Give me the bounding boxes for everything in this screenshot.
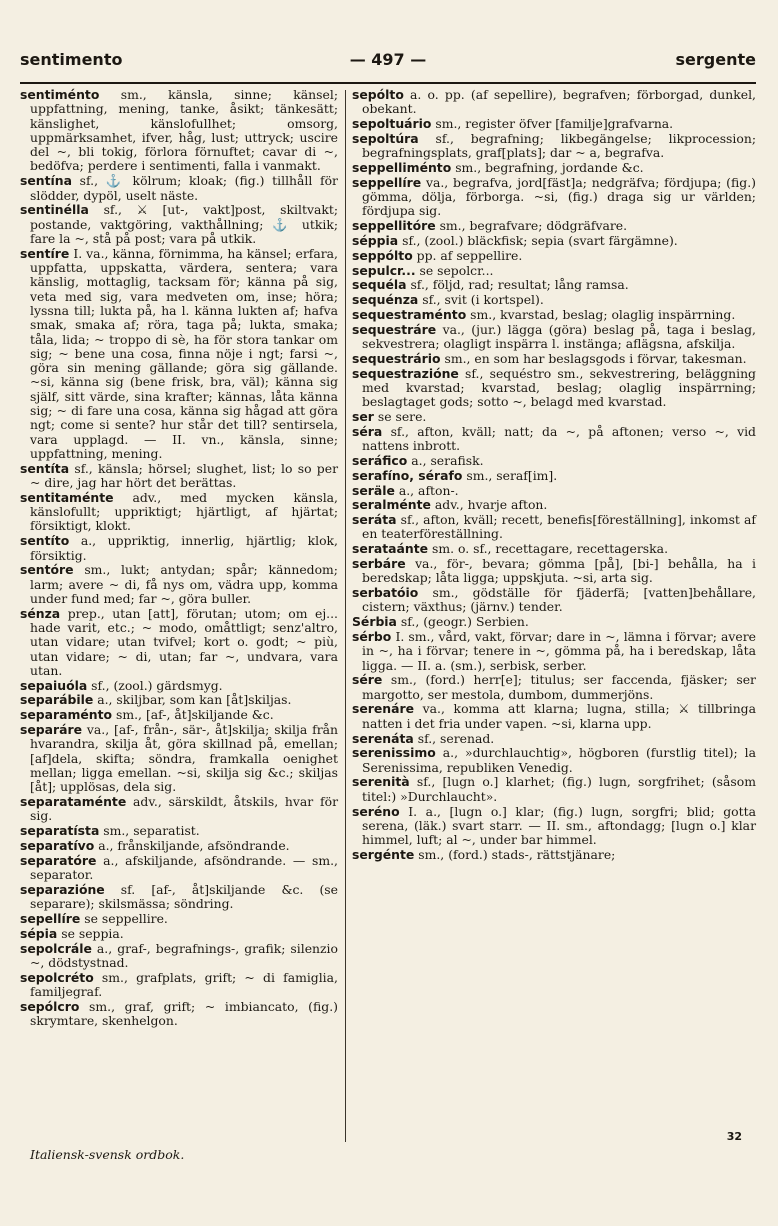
entry-definition: va., komma att klarna; lugna, stilla; ⚔ tillbringa natten i det fria under vapen. ~si, klarna upp.: [362, 701, 756, 731]
entry-definition: va., begrafva, jord[fäst]a; nedgräfva; fördjupa; (fig.) gömma, dölja, förborga. ~si, (fig.) draga sig ur världen; fördjupa sig.: [362, 174, 756, 219]
dictionary-entry: [352, 132, 756, 161]
dictionary-entry: [352, 88, 756, 117]
dictionary-entry: [20, 247, 338, 461]
dictionary-entry: [352, 308, 756, 322]
dictionary-entry: [352, 323, 756, 352]
entry-headword: seppellitóre: [352, 218, 436, 234]
entry-definition: sm., graf, grift; ~ imbiancato, (fig.) skrymtare, skenhelgon.: [30, 998, 338, 1028]
dictionary-entry: [352, 673, 756, 702]
dictionary-entry: [20, 795, 338, 824]
entry-headword: sentíto: [20, 533, 70, 549]
entry-definition: se seppia.: [61, 925, 124, 941]
entry-definition: sf., ⚔ [ut-, vakt]post, skiltvakt; postande, vaktgöring, vakthållning; ⚓ utkik; fare la ~, stå på post; vara på utkik.: [30, 202, 338, 246]
dictionary-entry: [352, 630, 756, 673]
entry-headword: seräle: [352, 482, 395, 498]
entry-definition: sf., ⚓ kölrum; kloak; (fig.) tillhåll för slödder, dypöl, uselt näste.: [30, 173, 338, 203]
entry-definition: adv., hvarje afton.: [434, 497, 548, 513]
entry-definition: sf., afton, kväll; natt; da ~, på aftonen; verso ~, vid nattens inbrott.: [362, 423, 756, 454]
dictionary-entry: [352, 117, 756, 131]
entry-definition: a., serafisk.: [411, 452, 484, 468]
entry-definition: sm., register öfver [familje]grafvarna.: [435, 116, 674, 132]
dictionary-entry: [20, 883, 338, 912]
dictionary-entry: [20, 88, 338, 174]
dictionary-entry: [20, 839, 338, 853]
entry-headword: séppia: [352, 232, 399, 248]
dictionary-entry: [352, 586, 756, 615]
dictionary-entry: [352, 352, 756, 366]
entry-definition: sm., kvarstad, beslag; olaglig inspärrning.: [470, 306, 736, 322]
entry-headword: seralménte: [352, 497, 431, 513]
entry-definition: sf., serenad.: [417, 730, 495, 746]
entry-headword: sentiménto: [20, 87, 100, 102]
dictionary-entry: [352, 293, 756, 307]
entry-headword: serataánte: [352, 541, 429, 557]
entry-headword: sepulcr...: [352, 262, 416, 278]
header-rule: [20, 82, 756, 84]
entry-definition: a., uppriktig, innerlig, hjärtlig; klok, försiktig.: [30, 533, 338, 563]
dictionary-entry: [20, 462, 338, 491]
entry-definition: sf., begrafning; likbegängelse; likprocession; begrafningsplats, graf[plats]; dar ~ a, begrafva.: [362, 130, 756, 161]
entry-headword: seppelliménto: [352, 159, 452, 175]
entry-headword: separáre: [20, 722, 82, 738]
entry-definition: a., »durchlauchtig», högboren (furstlig titel); la Serenissima, republiken Venedig.: [362, 745, 756, 775]
entry-headword: sentíre: [20, 245, 70, 261]
entry-definition: a., frånskiljande, afsöndrande.: [98, 837, 290, 853]
entry-headword: sentína: [20, 173, 72, 189]
footer-book-title: Italiensk-svensk ordbok.: [30, 1147, 185, 1162]
entry-definition: sm. o. sf., recettagare, recettagerska.: [432, 541, 669, 557]
entry-definition: sm., en som har beslagsgods i förvar, takesman.: [444, 350, 747, 366]
dictionary-entry: [352, 367, 756, 410]
entry-headword: sequéla: [352, 277, 407, 293]
entry-definition: I. a., [lugn o.] klar; (fig.) lugn, sorgfri; blid; gotta serena, (läk.) svart starr. — II. sm., aftondagg; [lugn o.] klar himmel, luft; al ~, under bar himmel.: [362, 803, 756, 848]
dictionary-entry: [20, 723, 338, 794]
entry-definition: se sere.: [377, 409, 427, 425]
entry-definition: se sepolcr...: [419, 262, 494, 278]
footer-signature: 32: [726, 1130, 742, 1143]
entry-headword: sequestráre: [352, 321, 437, 337]
dictionary-entry: [20, 912, 338, 926]
entry-headword: separazióne: [20, 881, 105, 897]
dictionary-entry: [20, 679, 338, 693]
entry-definition: I. va., känna, förnimma, ha känsel; erfara, uppfatta, uppskatta, värdera, sentera; vara känslig, mottaglig, tacksam för; känna på sig, veta med sig, vara medveten om, inse; höra; lyssna till; lukta på, ha l. känna lukten af; hafva smak, smaka af; röra, taga på; lukta, smaka; tåla, lida; ~ troppo di sè, ha för stora tankar om sig; ~ bene una cosa, finna nöje i ngt; farsi ~, göra sin mening gällande; göra sig gällande. ~si, känna sig (bene frisk, bra, väl); känna sig själf, sitt värde, sina krafter; kännas, låta känna sig; ~ di fare una cosa, känna sig hågad att göra ngt; come si sente? hur står det till? sentirsela, vara upplagd. — II. vn., känsla, sinne; uppfattning, mening.: [30, 245, 338, 461]
entry-definition: sf., afton, kväll; recett, benefis[föreställning], inkomst af en teaterföreställning.: [362, 512, 756, 542]
entry-headword: sequestraménto: [352, 306, 467, 322]
dictionary-entry: [352, 469, 756, 483]
entry-headword: sepólcro: [20, 998, 80, 1014]
page-header: [20, 50, 756, 76]
dictionary-entry: [352, 732, 756, 746]
dictionary-entry: [20, 693, 338, 707]
entry-definition: sm., begrafvare; dödgräfvare.: [439, 218, 628, 234]
entry-headword: serenissimo: [352, 745, 436, 761]
entry-headword: sequestrazióne: [352, 365, 459, 381]
entry-headword: Sérbia: [352, 614, 397, 630]
entry-headword: separábile: [20, 692, 94, 708]
entry-definition: pp. af seppellire.: [416, 247, 523, 263]
entry-definition: a., graf-, begrafnings-, grafik; silenzio ~, dödstystnad.: [30, 940, 338, 970]
dictionary-entry: [352, 234, 756, 248]
dictionary-entry: [352, 498, 756, 512]
dictionary-entry: [352, 513, 756, 542]
entry-headword: separatísta: [20, 823, 100, 839]
entry-headword: seráta: [352, 512, 397, 528]
dictionary-entry: [20, 607, 338, 678]
entry-definition: a. o. pp. (af sepellire), begrafven; förborgad, dunkel, obekant.: [362, 87, 756, 117]
entry-headword: sepolcrále: [20, 940, 92, 956]
entry-headword: sequénza: [352, 292, 419, 308]
entry-definition: sf., [lugn o.] klarhet; (fig.) lugn, sorgfrihet; (såsom titel:) »Durchlaucht».: [362, 774, 756, 804]
entry-headword: sentitaménte: [20, 489, 114, 505]
dictionary-entry: [352, 278, 756, 292]
entry-definition: sm., grafplats, grift; ~ di famiglia, familjegraf.: [30, 969, 338, 999]
entry-definition: sm., gödställe för fjäderfä; [vatten]behållare, cistern; växthus; (järnv.) tender.: [362, 585, 756, 615]
entry-definition: adv., med mycken känsla, känslofullt; uppriktigt; hjärtligt, af hjärtat; försiktigt, klokt.: [30, 489, 338, 534]
entry-definition: sm., [af-, åt]skiljande &c.: [116, 707, 274, 723]
entry-headword: sére: [352, 672, 383, 688]
entry-headword: sequestrário: [352, 350, 441, 366]
dictionary-entry: [20, 942, 338, 971]
entry-definition: sm., begrafning, jordande &c.: [455, 159, 644, 175]
dictionary-entry: [352, 161, 756, 175]
entry-headword: serenáta: [352, 730, 414, 746]
entry-headword: separatóre: [20, 852, 97, 868]
entry-definition: sm., lukt; antydan; spår; kännedom; larm; avere ~ di, få nys om, vädra upp, komma under fund med; far ~, göra buller.: [30, 562, 338, 606]
entry-headword: separatívo: [20, 837, 95, 853]
entry-headword: sentinélla: [20, 202, 89, 218]
entry-definition: prep., utan [att], förutan; utom; om ej... hade varit, etc.; ~ modo, omåttligt; senz'altro, utan vidare; utan tvifvel; kort o. godt; ~ più, utan vidare; ~ di, utan; far ~, undvara, vara utan.: [30, 605, 338, 678]
entry-headword: sepólto: [352, 87, 404, 102]
entry-definition: sf., svit (i kortspel).: [422, 292, 544, 308]
column-divider: [345, 90, 346, 1142]
entry-headword: sepolcréto: [20, 969, 94, 985]
entry-headword: seppellíre: [352, 174, 422, 190]
entry-definition: sf. [af-, åt]skiljande &c. (se separare); skilsmässa; söndring.: [30, 881, 338, 912]
dictionary-entry: [352, 454, 756, 468]
entry-headword: serbatóio: [352, 585, 419, 601]
dictionary-entry: [352, 425, 756, 454]
dictionary-entry: [352, 848, 756, 862]
entry-headword: sepaiuóla: [20, 677, 88, 693]
dictionary-entry: [352, 249, 756, 263]
entry-definition: sf., (zool.) bläckfisk; sepia (svart färgämne).: [402, 232, 678, 248]
dictionary-entry: [20, 971, 338, 1000]
dictionary-entry: [352, 615, 756, 629]
entry-headword: sérbo: [352, 628, 392, 644]
entry-headword: sepoltúra: [352, 130, 419, 146]
entry-definition: a., skiljbar, som kan [åt]skiljas.: [97, 692, 292, 708]
entry-headword: sénza: [20, 605, 61, 621]
entry-headword: serbáre: [352, 556, 406, 571]
right-column: [352, 88, 756, 863]
dictionary-entry: [352, 557, 756, 586]
header-left-guideword: sentimento: [20, 50, 123, 69]
entry-definition: sf., känsla; hörsel; slughet, list; lo so per ~ dire, jag har hört det berättas.: [30, 460, 338, 491]
dictionary-entry: [352, 219, 756, 233]
dictionary-entry: [352, 410, 756, 424]
entry-headword: sépia: [20, 925, 58, 941]
header-page-number: — 497 —: [349, 50, 427, 69]
entry-headword: sepoltuário: [352, 116, 432, 132]
dictionary-entry: [352, 264, 756, 278]
entry-definition: sm., (ford.) stads-, rättstjänare;: [418, 846, 616, 862]
dictionary-entry: [20, 203, 338, 246]
dictionary-entry: [20, 491, 338, 534]
entry-definition: adv., särskildt, åtskils, hvar för sig.: [30, 794, 338, 824]
entry-headword: sentíta: [20, 460, 70, 476]
entry-definition: sm., (ford.) herr[e]; titulus; ser faccenda, fjäsker; ser margotto, ser mestola, dumbom, dummerjöns.: [362, 672, 756, 702]
dictionary-entry: [352, 484, 756, 498]
header-right-guideword: sergente: [675, 50, 756, 69]
entry-definition: sf., följd, rad; resultat; lång ramsa.: [410, 277, 629, 293]
dictionary-entry: [20, 1000, 338, 1029]
entry-headword: separaménto: [20, 707, 113, 723]
entry-headword: serafíno, sérafo: [352, 467, 463, 483]
entry-definition: va., för-, bevara; gömma [på], [bi-] behålla, ha i beredskap; låta ligga; uppskjuta. ~si, arta sig.: [362, 556, 756, 586]
entry-headword: sepellíre: [20, 910, 81, 926]
entry-headword: seppólto: [352, 247, 413, 263]
dictionary-entry: [20, 824, 338, 838]
dictionary-entry: [20, 174, 338, 203]
entry-definition: sm., separatist.: [103, 823, 200, 839]
dictionary-entry: [352, 702, 756, 731]
entry-definition: sm., känsla, sinne; känsel; uppfattning, mening, tanke, åsikt; tänkesätt; känslighet, känslofullhet; omsorg, uppmärksamhet, ifver, håg, lust; uttryck; uscire del ~, bli tokig, förlora förnuftet; cavar di ~, bedöfva; perdere i sentimenti, falla i vanmakt.: [30, 87, 338, 174]
entry-headword: serenáre: [352, 701, 414, 717]
dictionary-entry: [352, 542, 756, 556]
entry-headword: sergénte: [352, 846, 415, 862]
entry-definition: sm., seraf[im].: [466, 467, 558, 483]
dictionary-entry: [20, 708, 338, 722]
entry-definition: sf., (geogr.) Serbien.: [400, 614, 529, 630]
entry-definition: a., afton-.: [398, 482, 459, 498]
dictionary-entry: [352, 176, 756, 219]
entry-definition: va., [af-, från-, sär-, åt]skilja; skilja från hvarandra, skilja åt, göra skillnad på, emellan; [af]dela, skifta; söndra, framkalla oenighet mellan; ligga emellan. ~si, skilja sig &c.; skiljas [åt]; upplösas, dela sig.: [30, 722, 338, 795]
entry-headword: ser: [352, 409, 374, 425]
entry-headword: seráfico: [352, 452, 408, 468]
entry-headword: serenità: [352, 774, 410, 790]
entry-definition: se seppellire.: [84, 910, 168, 926]
entry-definition: sf., sequéstro sm., sekvestrering, beläggning med kvarstad; kvarstad, beslag; olaglig inspärrning; beslagtaget gods; sotto ~, belagd med kvarstad.: [362, 365, 756, 410]
entry-headword: sentóre: [20, 562, 74, 578]
dictionary-entry: [352, 775, 756, 804]
entry-headword: séra: [352, 423, 383, 439]
entry-headword: seréno: [352, 803, 400, 819]
dictionary-entry: [352, 746, 756, 775]
dictionary-entry: [352, 805, 756, 848]
entry-definition: I. sm., vård, vakt, förvar; dare in ~, lämna i förvar; avere in ~, ha i förvar; tenere in ~, gömma på, ha i beredskap, låta ligga. — II. a. (sm.), serbisk, serber.: [362, 628, 756, 673]
dictionary-entry: [20, 927, 338, 941]
entry-headword: separataménte: [20, 794, 127, 810]
dictionary-entry: [20, 534, 338, 563]
dictionary-entry: [20, 563, 338, 606]
left-column: [20, 88, 338, 1029]
entry-definition: va., (jur.) lägga (göra) beslag på, taga i beslag, sekvestrera; olagligt inspärra l. instänga; aflägsna, afskilja.: [362, 321, 756, 352]
entry-definition: a., afskiljande, afsöndrande. — sm., separator.: [30, 852, 338, 883]
dictionary-entry: [20, 854, 338, 883]
entry-definition: sf., (zool.) gärdsmyg.: [91, 677, 223, 693]
